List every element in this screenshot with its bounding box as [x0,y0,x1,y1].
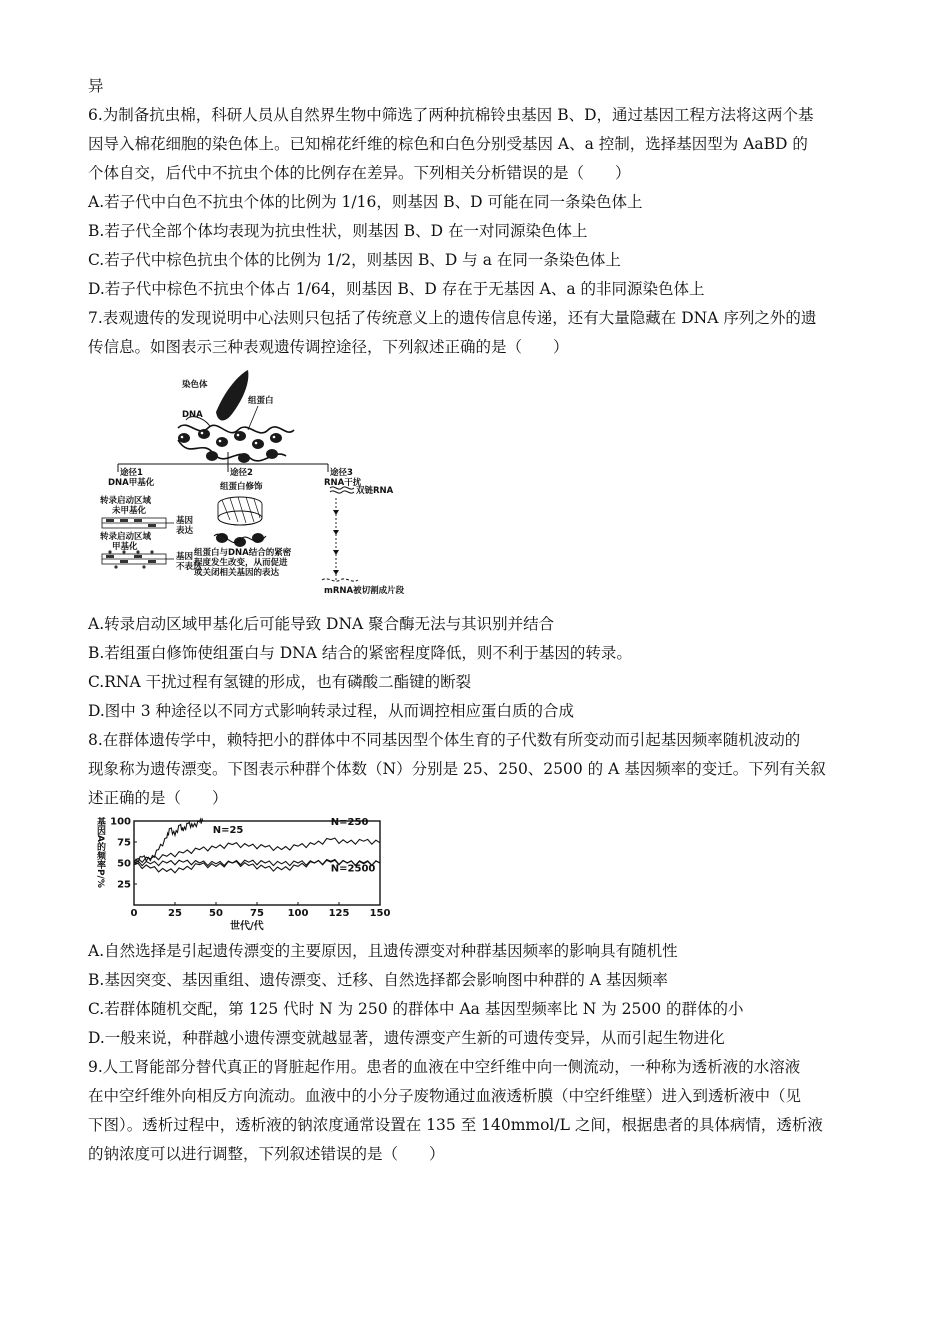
label-chromosome: 染色体 [182,380,208,390]
chart-y-tick-label: 50 [117,858,131,870]
text-line: 的钠浓度可以进行调整，下列叙述错误的是（ ） [88,1145,445,1163]
question-8-stem: 8.在群体遗传学中，赖特把小的群体中不同基因型个体生育的子代数有所变动而引起基因频率随机波动的 [88,731,801,749]
label-path1-sub: DNA甲基化 [108,478,155,488]
label-methylated-1: 转录启动区域 [100,532,152,542]
label-expressed-1: 基因 [176,516,194,526]
label-histone-note-2: 程度发生改变，从而促进 [194,558,288,568]
option-b: B.若子代全部个体均表现为抗虫性状，则基因 B、D 在一对同源染色体上 [88,222,588,240]
label-path3-sub: RNA干扰 [324,478,362,488]
label-unmethylated-1: 转录启动区域 [100,496,152,506]
chart-plot-area [94,815,394,931]
label-path3-title: 途径3 [330,468,353,478]
chart-x-tick-label: 150 [369,908,391,919]
chart-series-label: N=2500 [330,863,376,875]
chart-series-line-0 [134,819,203,863]
option-a: A.转录启动区域甲基化后可能导致 DNA 聚合酶无法与其识别并结合 [88,615,555,633]
text-line: 述正确的是（ ） [88,789,228,807]
text-block-top [88,72,868,362]
chart-y-axis-label: 基因A的频率P/% [95,817,105,888]
label-not-expressed-2: 不表达 [176,562,202,572]
label-methylated-2: 甲基化 [112,542,138,552]
label-path1-title: 途径1 [120,468,143,478]
chart-x-tick-label: 25 [168,908,182,919]
text-line: 在中空纤维外向相反方向流动。血液中的小分子废物通过血液透析膜（中空纤维壁）进入到透析液中（见 [88,1087,802,1105]
option-a: A.自然选择是引起遗传漂变的主要原因，且遗传漂变对种群基因频率的影响具有随机性 [88,942,678,960]
option-d: D.一般来说，种群越小遗传漂变就越显著，遗传漂变产生新的可遗传变异，从而引起生物进化 [88,1029,725,1047]
chart-y-tick-label: 25 [117,879,131,891]
label-path2-sub: 组蛋白修饰 [220,482,263,492]
chart-series-label: N=25 [212,824,244,836]
chart-y-tick-label: 100 [110,816,131,828]
text-line: 传信息。如图表示三种表观遗传调控途径，下列叙述正确的是（ ） [88,338,569,356]
text-line: 因导入棉花细胞的染色体上。已知棉花纤维的棕色和白色分别受基因 A、a 控制，选择基因型为 AaBD 的 [88,135,808,153]
text-block-mid [88,610,868,813]
option-d: D.图中 3 种途径以不同方式影响转录过程，从而调控相应蛋白质的合成 [88,702,575,720]
label-unmethylated-2: 未甲基化 [112,506,147,516]
chart-series-line-1 [134,838,380,862]
document-page [88,72,868,1169]
label-not-expressed-1: 基因 [176,552,194,562]
label-path2-title: 途径2 [230,468,253,478]
option-d: D.若子代中棕色不抗虫个体占 1/64，则基因 B、D 存在于无基因 A、a 的非同源染色体上 [88,280,705,298]
label-histone: 组蛋白 [248,396,274,406]
genetic-drift-chart [94,815,394,931]
question-7-stem: 7.表观遗传的发现说明中心法则只包括了传统意义上的遗传信息传递，还有大量隐藏在 DNA 序列之外的遗 [88,309,817,327]
chart-x-tick-label: 75 [250,908,264,919]
text-line: 个体自交，后代中不抗虫个体的比例存在差异。下列相关分析错误的是（ ） [88,164,631,182]
chart-x-tick-label: 50 [209,908,223,919]
label-dna: DNA [182,410,203,420]
option-c: C.若群体随机交配，第 125 代时 N 为 250 的群体中 Aa 基因型频率比 N 为 2500 的群体的小 [88,1000,744,1018]
text-line: 下图）。透析过程中，透析液的钠浓度通常设置在 135 至 140mmol/L 之间，根据患者的具体病情，透析液 [88,1116,823,1134]
label-dsrna: 双链RNA [356,486,394,496]
question-9-stem: 9.人工肾能部分替代真正的肾脏起作用。患者的血液在中空纤维中向一侧流动，一种称为透析液的水溶液 [88,1058,801,1076]
text-line: 异 [88,77,104,95]
chart-series-label: N=250 [330,817,369,829]
label-expressed-2: 表达 [176,526,194,536]
text-block-bottom [88,937,868,1169]
chart-y-tick-label: 75 [117,837,131,849]
epigenetics-diagram [98,368,405,600]
question-6-stem: 6.为制备抗虫棉，科研人员从自然界生物中筛选了两种抗棉铃虫基因 B、D，通过基因工程方法将这两个基 [88,106,814,124]
option-b: B.若组蛋白修饰使组蛋白与 DNA 结合的紧密程度降低，则不利于基因的转录。 [88,644,632,662]
option-c: C.若子代中棕色抗虫个体的比例为 1/2，则基因 B、D 与 a 在同一条染色体上 [88,251,621,269]
chart-x-tick-label: 125 [328,908,350,919]
chart-x-axis-label: 世代/代 [230,921,264,932]
label-histone-note-3: 或关闭相关基因的表达 [194,568,280,578]
chart-x-tick-label: 100 [287,908,309,919]
label-mrna-cut: mRNA被切割成片段 [324,586,405,596]
option-b: B.基因突变、基因重组、遗传漂变、迁移、自然选择都会影响图中种群的 A 基因频率 [88,971,668,989]
label-histone-note-1: 组蛋白与DNA结合的紧密 [194,548,292,558]
option-c: C.RNA 干扰过程有氢键的形成，也有磷酸二酯键的断裂 [88,673,472,691]
text-line: 现象称为遗传漂变。下图表示种群个体数（N）分别是 25、250、2500 的 A 基因频率的变迁。下列有关叙 [88,760,826,778]
chart-x-tick-label: 0 [130,908,138,919]
option-a: A.若子代中白色不抗虫个体的比例为 1/16，则基因 B、D 可能在同一条染色体上 [88,193,643,211]
